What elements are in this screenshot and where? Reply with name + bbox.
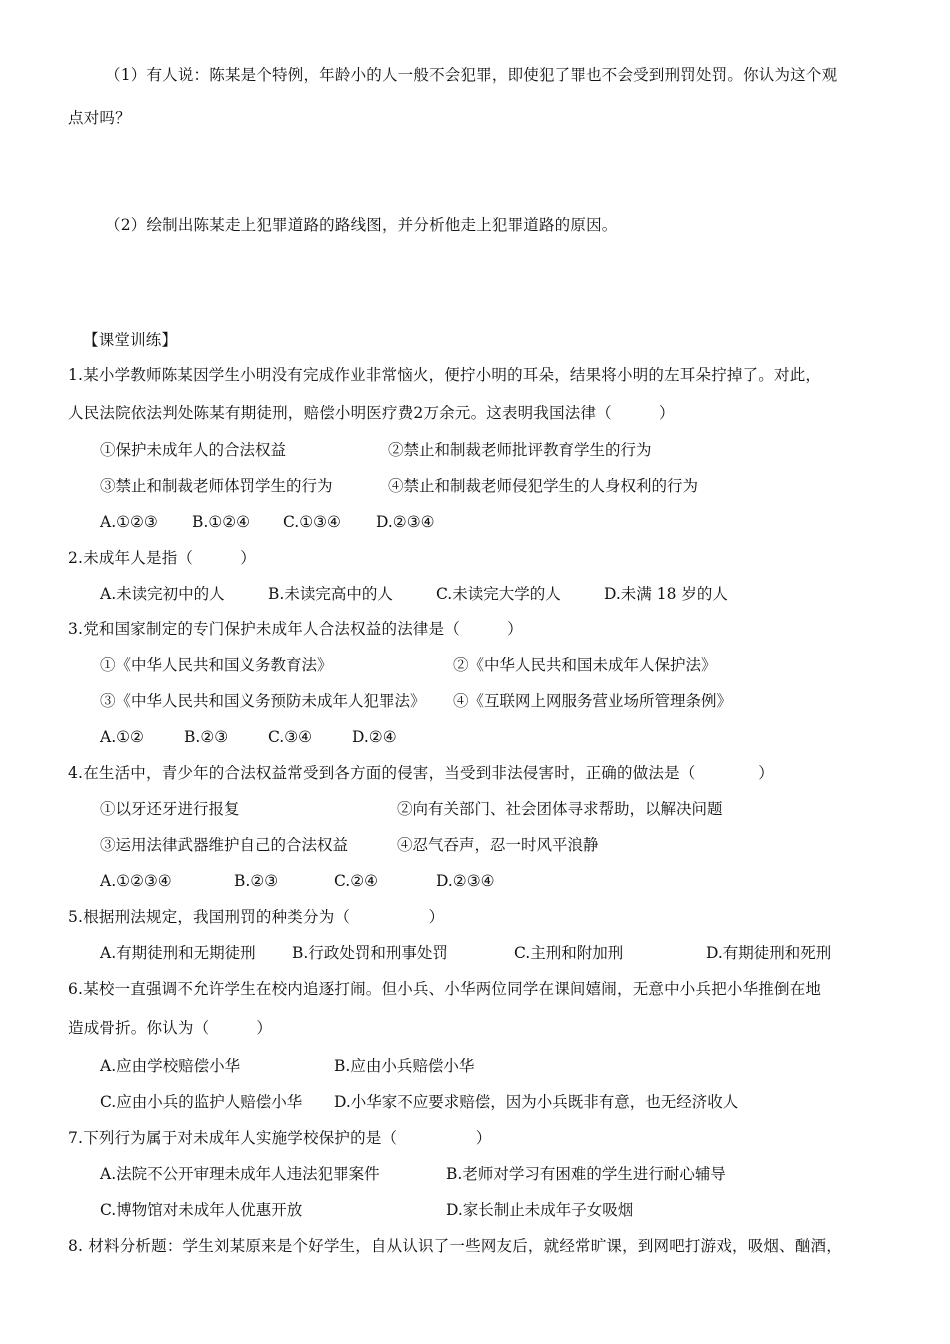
q3-stem: 3.党和国家制定的专门保护未成年人合法权益的法律是（ ）	[68, 620, 523, 638]
q4-choice-b: B.②③	[234, 872, 279, 890]
q3-statement-1: ①《中华人民共和国义务教育法》	[100, 656, 333, 674]
q5-choice-a: A.有期徒刑和无期徒刑	[100, 944, 256, 962]
q1-stem-line-1: 1.某小学教师陈某因学生小明没有完成作业非常恼火，便拧小明的耳朵，结果将小明的左耳朵拧掉了。对此，	[68, 366, 822, 384]
q4-statement-3: ③运用法律武器维护自己的合法权益	[100, 836, 349, 854]
q3-choice-d: D.②④	[352, 728, 397, 746]
q7-choice-d: D.家长制止未成年子女吸烟	[446, 1201, 634, 1219]
q1-choice-d: D.②③④	[376, 513, 435, 531]
q3-statement-3: ③《中华人民共和国义务预防未成年人犯罪法》	[100, 692, 426, 710]
q2-choice-d: D.未满 18 岁的人	[604, 585, 728, 603]
q3-choice-a: A.①②	[100, 728, 144, 746]
q4-statement-4: ④忍气吞声，忍一时风平浪静	[397, 836, 599, 854]
question-1-text-line-2: 点对吗？	[68, 109, 131, 127]
q5-choice-b: B.行政处罚和刑事处罚	[292, 944, 448, 962]
q4-statement-1: ①以牙还牙进行报复	[100, 800, 240, 818]
q5-stem: 5.根据刑法规定，我国刑罚的种类分为（ ）	[68, 908, 445, 926]
q6-choice-a: A.应由学校赔偿小华	[100, 1057, 241, 1075]
q6-stem-line-2: 造成骨折。你认为（ ）	[68, 1019, 273, 1037]
q1-statement-4: ④禁止和制裁老师侵犯学生的人身权利的行为	[388, 477, 699, 495]
section-title: 【课堂训练】	[83, 331, 178, 349]
q7-choice-c: C.博物馆对未成年人优惠开放	[100, 1201, 303, 1219]
q6-stem-line-1: 6.某校一直强调不允许学生在校内追逐打闹。但小兵、小华两位同学在课间嬉闹，无意中小兵把小华推倒在地	[68, 980, 822, 998]
q1-stem-line-2: 人民法院依法判处陈某有期徒刑，赔偿小明医疗费2万余元。这表明我国法律（ ）	[68, 404, 675, 422]
q2-choice-b: B.未读完高中的人	[268, 585, 393, 603]
q6-choice-b: B.应由小兵赔偿小华	[334, 1057, 475, 1075]
q8-stem: 8. 材料分析题：学生刘某原来是个好学生，自从认识了一些网友后，就经常旷课，到网吧打游戏，吸烟、酗酒，	[68, 1237, 842, 1255]
q3-choice-b: B.②③	[184, 728, 229, 746]
q1-statement-1: ①保护未成年人的合法权益	[100, 441, 287, 459]
question-2-text: （2）绘制出陈某走上犯罪道路的路线图，并分析他走上犯罪道路的原因。	[105, 216, 618, 234]
q2-stem: 2.未成年人是指（ ）	[68, 549, 256, 567]
q4-statement-2: ②向有关部门、社会团体寻求帮助，以解决问题	[397, 800, 723, 818]
q4-choice-a: A.①②③④	[100, 872, 172, 890]
q7-choice-a: A.法院不公开审理未成年人违法犯罪案件	[100, 1165, 380, 1183]
q3-statement-4: ④《互联网上网服务营业场所管理条例》	[453, 692, 733, 710]
question-1-text-line-1: （1）有人说：陈某是个特例，年龄小的人一般不会犯罪，即使犯了罪也不会受到刑罚处罚。你认为这个观	[105, 66, 838, 84]
q2-choice-c: C.未读完大学的人	[436, 585, 561, 603]
q6-choice-d: D.小华家不应要求赔偿，因为小兵既非有意，也无经济收人	[334, 1093, 739, 1111]
q1-choice-c: C.①③④	[283, 513, 341, 531]
q1-choice-b: B.①②④	[192, 513, 251, 531]
q4-choice-c: C.②④	[334, 872, 379, 890]
q5-choice-c: C.主刑和附加刑	[514, 944, 624, 962]
q4-choice-d: D.②③④	[436, 872, 495, 890]
q2-choice-a: A.未读完初中的人	[100, 585, 225, 603]
q6-choice-c: C.应由小兵的监护人赔偿小华	[100, 1093, 303, 1111]
q3-statement-2: ②《中华人民共和国未成年人保护法》	[453, 656, 717, 674]
q1-statement-3: ③禁止和制裁老师体罚学生的行为	[100, 477, 333, 495]
q3-choice-c: C.③④	[268, 728, 313, 746]
q1-choice-a: A.①②③	[100, 513, 158, 531]
q4-stem: 4.在生活中，青少年的合法权益常受到各方面的侵害，当受到非法侵害时，正确的做法是（ ）	[68, 764, 774, 782]
q1-statement-2: ②禁止和制裁老师批评教育学生的行为	[388, 441, 652, 459]
q5-choice-d: D.有期徒刑和死刑	[706, 944, 832, 962]
q7-stem: 7.下列行为属于对未成年人实施学校保护的是（ ）	[68, 1129, 492, 1147]
q7-choice-b: B.老师对学习有困难的学生进行耐心辅导	[446, 1165, 726, 1183]
